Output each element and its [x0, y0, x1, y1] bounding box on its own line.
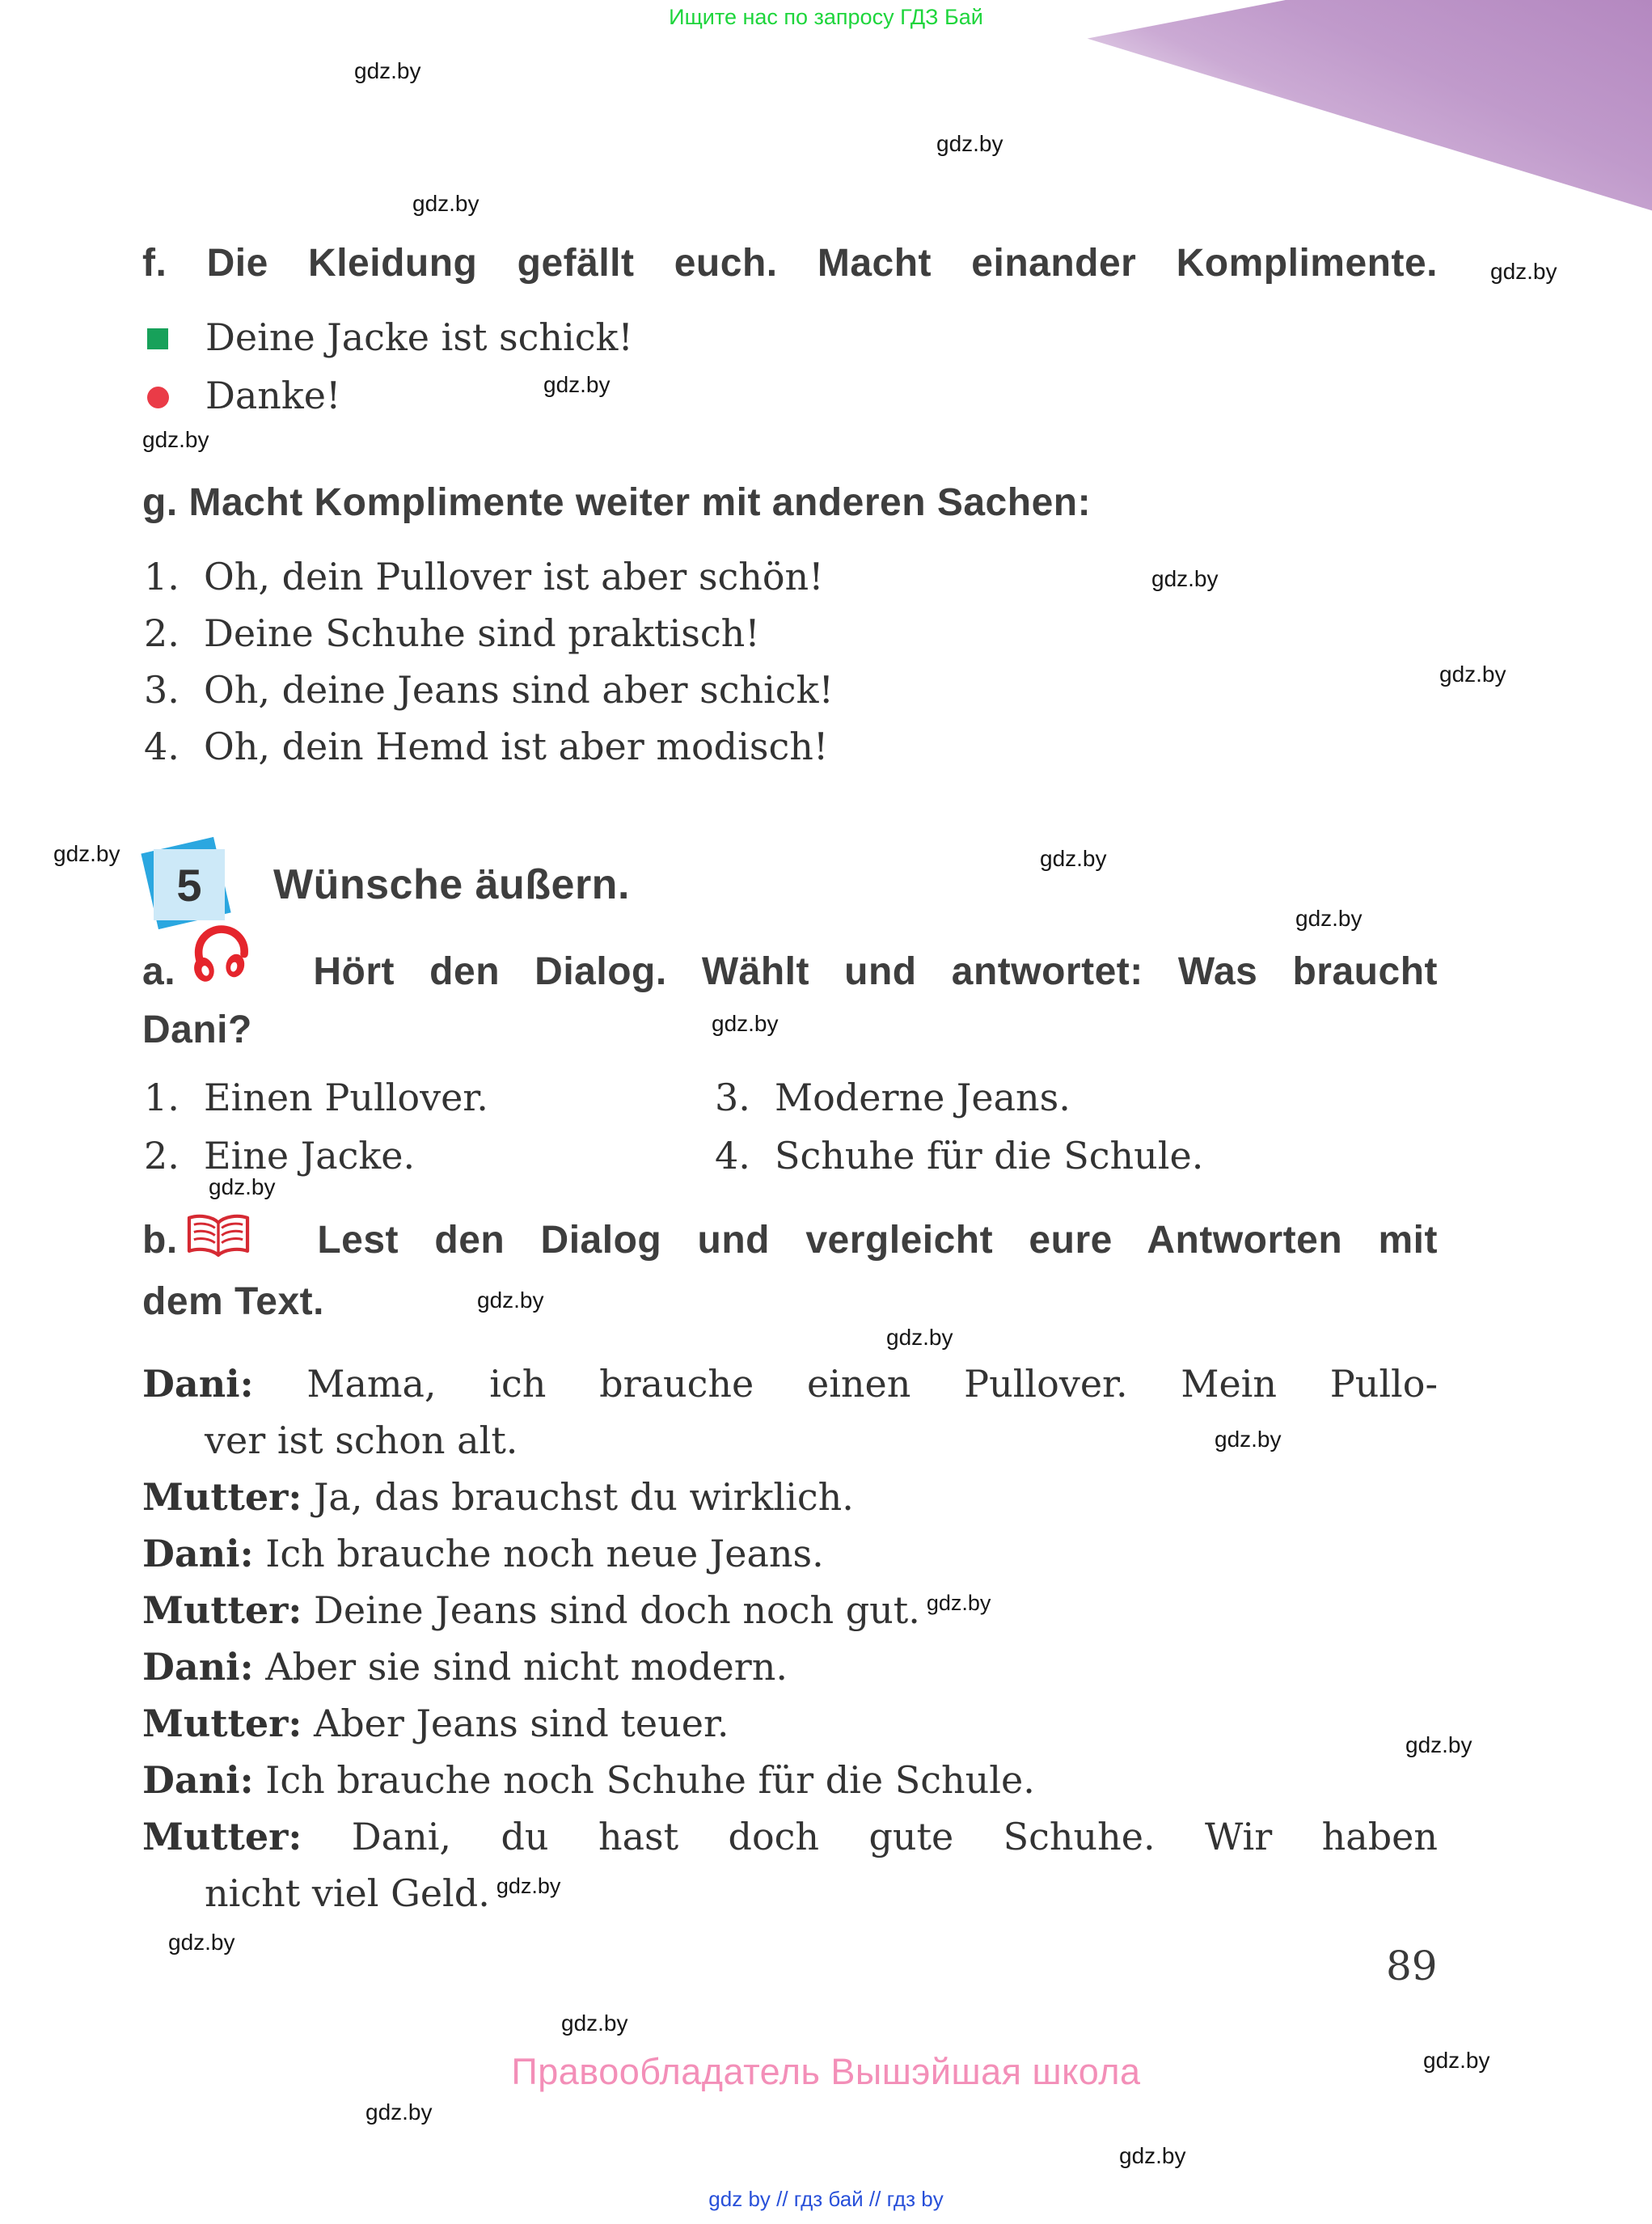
- task-a-heading-line2: Dani?: [142, 1008, 252, 1051]
- watermark: gdz.by: [365, 2099, 433, 2125]
- bullet-row: [146, 315, 633, 359]
- watermark: gdz.by: [712, 1011, 779, 1036]
- section-number-box: [154, 849, 225, 920]
- list-item: 1. Oh, dein Pullover ist aber schön!: [144, 555, 824, 598]
- task-a-title: Hört den Dialog. Wählt und antwortet: Was braucht: [313, 950, 1439, 993]
- task-g-heading: [142, 480, 1438, 525]
- promo-banner: Ищите нас по запросу ГДЗ Бай: [669, 5, 983, 29]
- watermark: gdz.by: [1439, 662, 1506, 687]
- watermark: gdz.by: [543, 372, 611, 397]
- watermark: gdz.by: [1151, 566, 1219, 591]
- watermark: gdz.by: [354, 58, 421, 83]
- task-f-heading: [142, 241, 1438, 285]
- dialog-line: Mutter: Aber Jeans sind teuer.: [142, 1702, 729, 1745]
- watermark: gdz.by: [1405, 1732, 1472, 1757]
- section-title: Wünsche äußern.: [273, 861, 630, 908]
- watermark: gdz.by: [886, 1325, 953, 1350]
- dialog-line: Dani: Mama, ich brauche einen Pullover. Mein Pullo-: [142, 1362, 1438, 1406]
- copyright-notice: Правообладатель Вышэйшая школа: [511, 2051, 1141, 2092]
- dialog-line: Dani: Aber sie sind nicht modern.: [142, 1645, 788, 1689]
- option-item: 1. Einen Pullover.: [144, 1076, 488, 1119]
- watermark: gdz.by: [477, 1287, 544, 1313]
- task-f-title: Die Kleidung gefällt euch. Macht einander Komplimente.: [206, 242, 1438, 285]
- watermark: gdz.by: [142, 427, 209, 452]
- task-g-title: Macht Komplimente weiter mit anderen Sachen:: [188, 481, 1092, 524]
- dialog-line: Mutter: Deine Jeans sind doch noch gut. $^{gdz.by}$: [142, 1588, 991, 1632]
- green-square-bullet: [147, 328, 168, 349]
- watermark: gdz.by: [936, 131, 1003, 156]
- list-item: 4. Oh, dein Hemd ist aber modisch!: [144, 725, 829, 768]
- task-a-label: a.: [142, 950, 176, 993]
- list-item: 2. Deine Schuhe sind praktisch!: [144, 611, 760, 655]
- dialog-line: Mutter: Dani, du hast doch gute Schuhe. Wir haben: [142, 1815, 1438, 1858]
- task-b-label: b.: [142, 1219, 178, 1262]
- bullet-row: [146, 374, 341, 417]
- red-circle-bullet: [147, 387, 169, 408]
- option-item: 2. Eine Jacke.: [144, 1134, 416, 1178]
- dialog-line: Dani: Ich brauche noch Schuhe für die Schule.: [142, 1758, 1035, 1802]
- bullet-text: Deine Jacke ist schick!: [205, 315, 633, 359]
- task-b-heading: [142, 1218, 1438, 1262]
- icon-placeholder: [213, 1245, 281, 1253]
- watermark: gdz.by: [168, 1930, 235, 1955]
- watermark: gdz.by: [1423, 2048, 1490, 2073]
- watermark: gdz.by: [1040, 846, 1107, 871]
- icon-placeholder: [210, 976, 278, 984]
- watermark: gdz.by: [1119, 2143, 1186, 2168]
- bullet-text: Danke!: [205, 374, 341, 417]
- watermark: gdz.by: [1490, 259, 1557, 284]
- dialog-line: nicht viel Geld. $^{gdz.by}$: [205, 1871, 561, 1915]
- list-item: 3. Oh, deine Jeans sind aber schick!: [144, 668, 834, 712]
- watermark: gdz.by: [926, 1591, 991, 1615]
- watermark: gdz.by: [1215, 1427, 1282, 1452]
- watermark: gdz.by: [209, 1174, 276, 1199]
- task-f-label: f.: [142, 242, 167, 285]
- watermark: gdz.by: [412, 191, 480, 216]
- task-g-label: g.: [142, 481, 178, 524]
- task-b-heading-line2: dem Text.: [142, 1280, 324, 1323]
- task-b-title: Lest den Dialog und vergleicht eure Antworten mit: [317, 1219, 1439, 1262]
- section-number: 5: [176, 859, 202, 911]
- page-number: 89: [1386, 1943, 1438, 1989]
- watermark: gdz.by: [53, 841, 120, 866]
- watermark: gdz.by: [561, 2010, 628, 2036]
- footer-links[interactable]: gdz by // гдз бай // гдз by: [708, 2187, 944, 2211]
- watermark: gdz.by: [496, 1874, 561, 1898]
- dialog-line: Dani: Ich brauche noch neue Jeans.: [142, 1532, 824, 1575]
- watermark: gdz.by: [1295, 906, 1363, 931]
- task-a-heading: [142, 949, 1438, 994]
- corner-decoration: [1051, 0, 1652, 226]
- dialog-line: Mutter: Ja, das brauchst du wirklich.: [142, 1475, 854, 1519]
- option-item: 3. Moderne Jeans.: [715, 1076, 1071, 1119]
- dialog-line: ver ist schon alt.: [205, 1419, 518, 1462]
- option-item: 4. Schuhe für die Schule.: [715, 1134, 1204, 1178]
